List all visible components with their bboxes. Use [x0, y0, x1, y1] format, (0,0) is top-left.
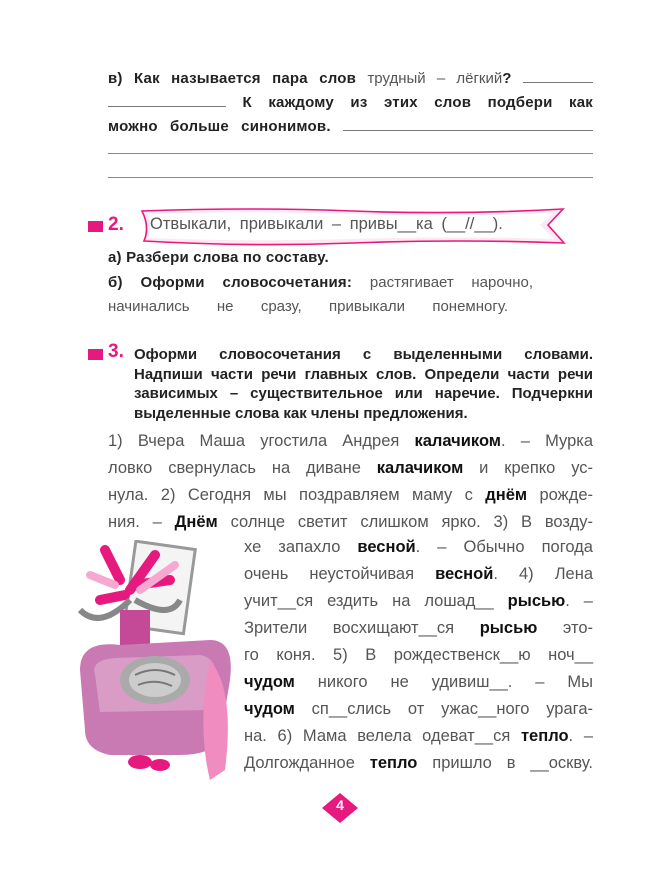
text-line	[244, 592, 593, 611]
highlighted-word: калачиком	[414, 432, 502, 450]
answer-line[interactable]	[108, 153, 593, 154]
text-segment: нула. 2) Сегодня мы поздравляем маму с	[108, 486, 486, 504]
highlighted-word: Днём	[174, 513, 218, 531]
text-segment: пришло в __оскву.	[417, 754, 593, 772]
highlighted-word: тепло	[520, 727, 569, 745]
text-segment: а) Разбери слова по составу.	[108, 249, 329, 266]
text-segment: никого не удивиш__. – Мы	[294, 673, 593, 691]
text-line	[108, 274, 533, 291]
text-line	[108, 513, 593, 532]
text-segment: учит__ся ездить на лошад__	[244, 592, 508, 610]
text-segment: это-	[537, 619, 593, 637]
task-3-number: 3.	[108, 341, 124, 362]
text-line	[108, 486, 593, 505]
highlighted-word: калачиком	[376, 459, 464, 477]
text-segment: К каждому из этих слов подбери как	[226, 94, 593, 111]
text-segment: . – Мурка	[501, 432, 594, 450]
instruction-line: Оформи словосочетания с выделенными словами.	[134, 346, 593, 363]
text-segment: рожде-	[527, 486, 593, 504]
text-line	[108, 249, 593, 266]
text-segment: сп__слись от ужас__ного урага-	[294, 700, 593, 718]
text-segment: го коня. 5) В рождественск__ю ноч__	[244, 646, 593, 664]
page-number: 4	[336, 797, 344, 813]
text-segment: хе запахло	[244, 538, 358, 556]
highlighted-word: тепло	[369, 754, 418, 772]
task-marker	[88, 349, 103, 360]
text-line	[108, 94, 593, 111]
answer-blank[interactable]	[108, 105, 226, 107]
text-segment: на. 6) Мама велела одеват__ся	[244, 727, 521, 745]
task-2-words: Отвыкали, привыкали – привы__ка (__//__).	[150, 215, 503, 233]
instruction-line: зависимых – существительное или наречие. Подчеркни	[134, 385, 593, 402]
text-segment: начинались не сразу, привыкали понемногу.	[108, 298, 508, 315]
instruction-line: выделенные слова как члены предложения.	[134, 404, 468, 422]
text-segment: ния. –	[108, 513, 175, 531]
highlighted-word: весной	[357, 538, 416, 556]
text-line	[244, 565, 593, 584]
text-segment: ловко свернулась на диване	[108, 459, 377, 477]
highlighted-word: рысью	[507, 592, 566, 610]
answer-line[interactable]	[108, 177, 593, 178]
text-line	[244, 673, 593, 692]
text-segment: Долгожданное	[244, 754, 370, 772]
highlighted-word: весной	[435, 565, 494, 583]
text-segment: 1) Вчера Маша угостила Андрея	[108, 432, 415, 450]
text-line	[108, 70, 593, 87]
answer-blank[interactable]	[343, 129, 593, 131]
text-segment: ?	[502, 70, 523, 87]
text-segment: можно больше синонимов.	[108, 118, 343, 135]
answer-blank[interactable]	[523, 81, 593, 83]
highlighted-word: чудом	[244, 673, 295, 691]
text-line	[108, 432, 593, 451]
text-segment: . –	[568, 727, 593, 745]
text-line	[108, 298, 508, 315]
instruction-line: Надпиши части речи главных слов. Определи части речи	[134, 365, 593, 383]
text-segment: . –	[565, 592, 593, 610]
text-line	[244, 727, 593, 746]
text-segment: Зрители восхищают__ся	[244, 619, 480, 637]
task-3-instruction	[134, 345, 593, 423]
task-marker	[88, 221, 103, 232]
text-segment: растягивает нарочно,	[369, 274, 533, 291]
text-segment: б) Оформи словосочетания:	[108, 274, 370, 291]
text-line	[244, 700, 593, 719]
highlighted-word: чудом	[244, 700, 295, 718]
text-line	[108, 459, 593, 478]
text-line	[244, 646, 593, 665]
text-line	[244, 538, 593, 557]
text-segment: и крепко ус-	[463, 459, 594, 477]
text-segment: трудный – лёгкий	[367, 70, 503, 87]
cat-in-armchair-illustration	[60, 540, 250, 790]
text-line	[108, 118, 593, 135]
text-segment: солнце светит слишком ярко. 3) В возду-	[217, 513, 593, 531]
text-line	[244, 754, 593, 773]
text-segment: очень неустойчивая	[244, 565, 436, 583]
highlighted-word: рысью	[479, 619, 538, 637]
text-segment: в) Как называется пара слов	[108, 70, 368, 87]
text-segment: . 4) Лена	[493, 565, 593, 583]
highlighted-word: днём	[485, 486, 528, 504]
text-segment: . – Обычно погода	[415, 538, 593, 556]
text-line	[244, 619, 593, 638]
task-2-number: 2.	[108, 214, 124, 235]
